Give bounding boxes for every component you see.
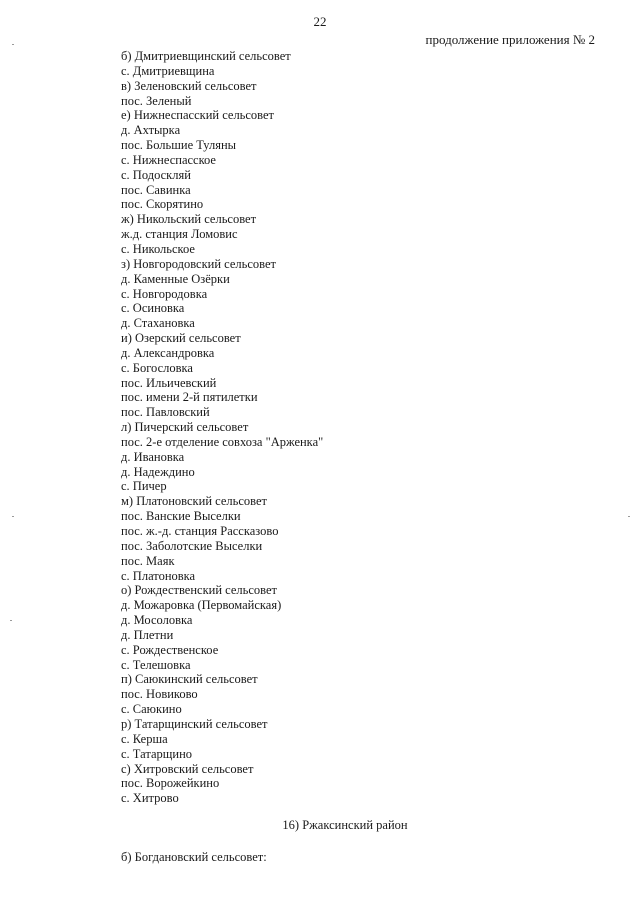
council-heading: з) Новгородовский сельсовет [121,256,276,271]
settlement-item: пос. Ворожейкино [121,776,220,791]
settlement-item: д. Ивановка [121,449,185,464]
settlement-item: с. Никольское [121,241,195,256]
settlement-item: д. Александровка [121,345,215,360]
settlement-item: с. Телешовка [121,657,191,672]
scan-mark [12,516,14,517]
settlement-item: пос. Зеленый [121,93,192,108]
council-heading: ж) Никольский сельсовет [121,212,257,227]
settlement-item: с. Татарщино [121,746,193,761]
settlement-item: с. Саюкино [121,702,182,717]
appendix-continuation-note: продолжение приложения № 2 [425,32,595,47]
settlement-item: д. Стахановка [121,316,195,331]
council-heading: л) Пичерский сельсовет [121,420,249,435]
council-heading: м) Платоновский сельсовет [121,494,267,509]
council-heading: и) Озерский сельсовет [121,331,241,346]
council-heading: е) Нижнеспасский сельсовет [121,108,275,123]
settlement-item: пос. имени 2-й пятилетки [121,390,258,405]
scan-mark [10,620,12,621]
council-heading: б) Дмитриевщинский сельсовет [121,49,291,63]
settlement-item: пос. Заболотские Выселки [121,538,263,553]
council-heading: в) Зеленовский сельсовет [121,78,257,93]
settlement-item: пос. Маяк [121,553,175,568]
settlement-item: с. Богословка [121,360,193,375]
settlement-item: с. Дмитриевщина [121,63,215,78]
settlement-item: д. Можаровка (Первомайская) [121,598,282,613]
subsection-heading: б) Богдановский сельсовет: [121,850,267,864]
scan-mark [628,516,630,517]
settlement-item: д. Мосоловка [121,613,193,628]
settlement-item: д. Ахтырка [121,123,181,138]
settlement-item: пос. Ванские Выселки [121,509,241,524]
settlement-item: с. Пичер [121,479,167,494]
settlement-item: пос. Савинка [121,182,191,197]
settlement-item: с. Керша [121,731,168,746]
settlement-item: пос. Новиково [121,687,198,702]
settlement-item: с. Рождественское [121,642,219,657]
settlement-item: с. Новгородовка [121,286,208,301]
settlement-item: пос. Павловский [121,405,210,420]
settlement-list [121,49,323,806]
settlement-item: д. Плетни [121,627,174,642]
scan-mark [12,44,14,45]
settlement-item: пос. Ильичевский [121,375,217,390]
settlement-item: пос. Большие Туляны [121,138,237,153]
settlement-item: пос. Скорятино [121,197,204,212]
settlement-item: д. Надеждино [121,464,195,479]
settlement-item: д. Каменные Озёрки [121,271,230,286]
page-number: 22 [313,14,327,29]
settlement-item: с. Подоскляй [121,167,191,182]
council-heading: с) Хитровский сельсовет [121,761,254,776]
settlement-item: пос. ж.-д. станция Рассказово [121,524,279,538]
council-heading: о) Рождественский сельсовет [121,583,277,598]
settlement-item: с. Хитрово [121,791,179,806]
settlement-item: с. Осиновка [121,301,185,316]
settlement-item: с. Платоновка [121,568,196,583]
settlement-item: с. Нижнеспасское [121,152,216,167]
council-heading: р) Татарщинский сельсовет [121,716,268,731]
council-heading: п) Саюкинский сельсовет [121,672,258,687]
district-heading: 16) Ржаксинский район [282,818,408,832]
settlement-item: ж.д. станция Ломовис [121,227,238,242]
settlement-item: пос. 2-е отделение совхоза "Арженка" [121,434,324,449]
